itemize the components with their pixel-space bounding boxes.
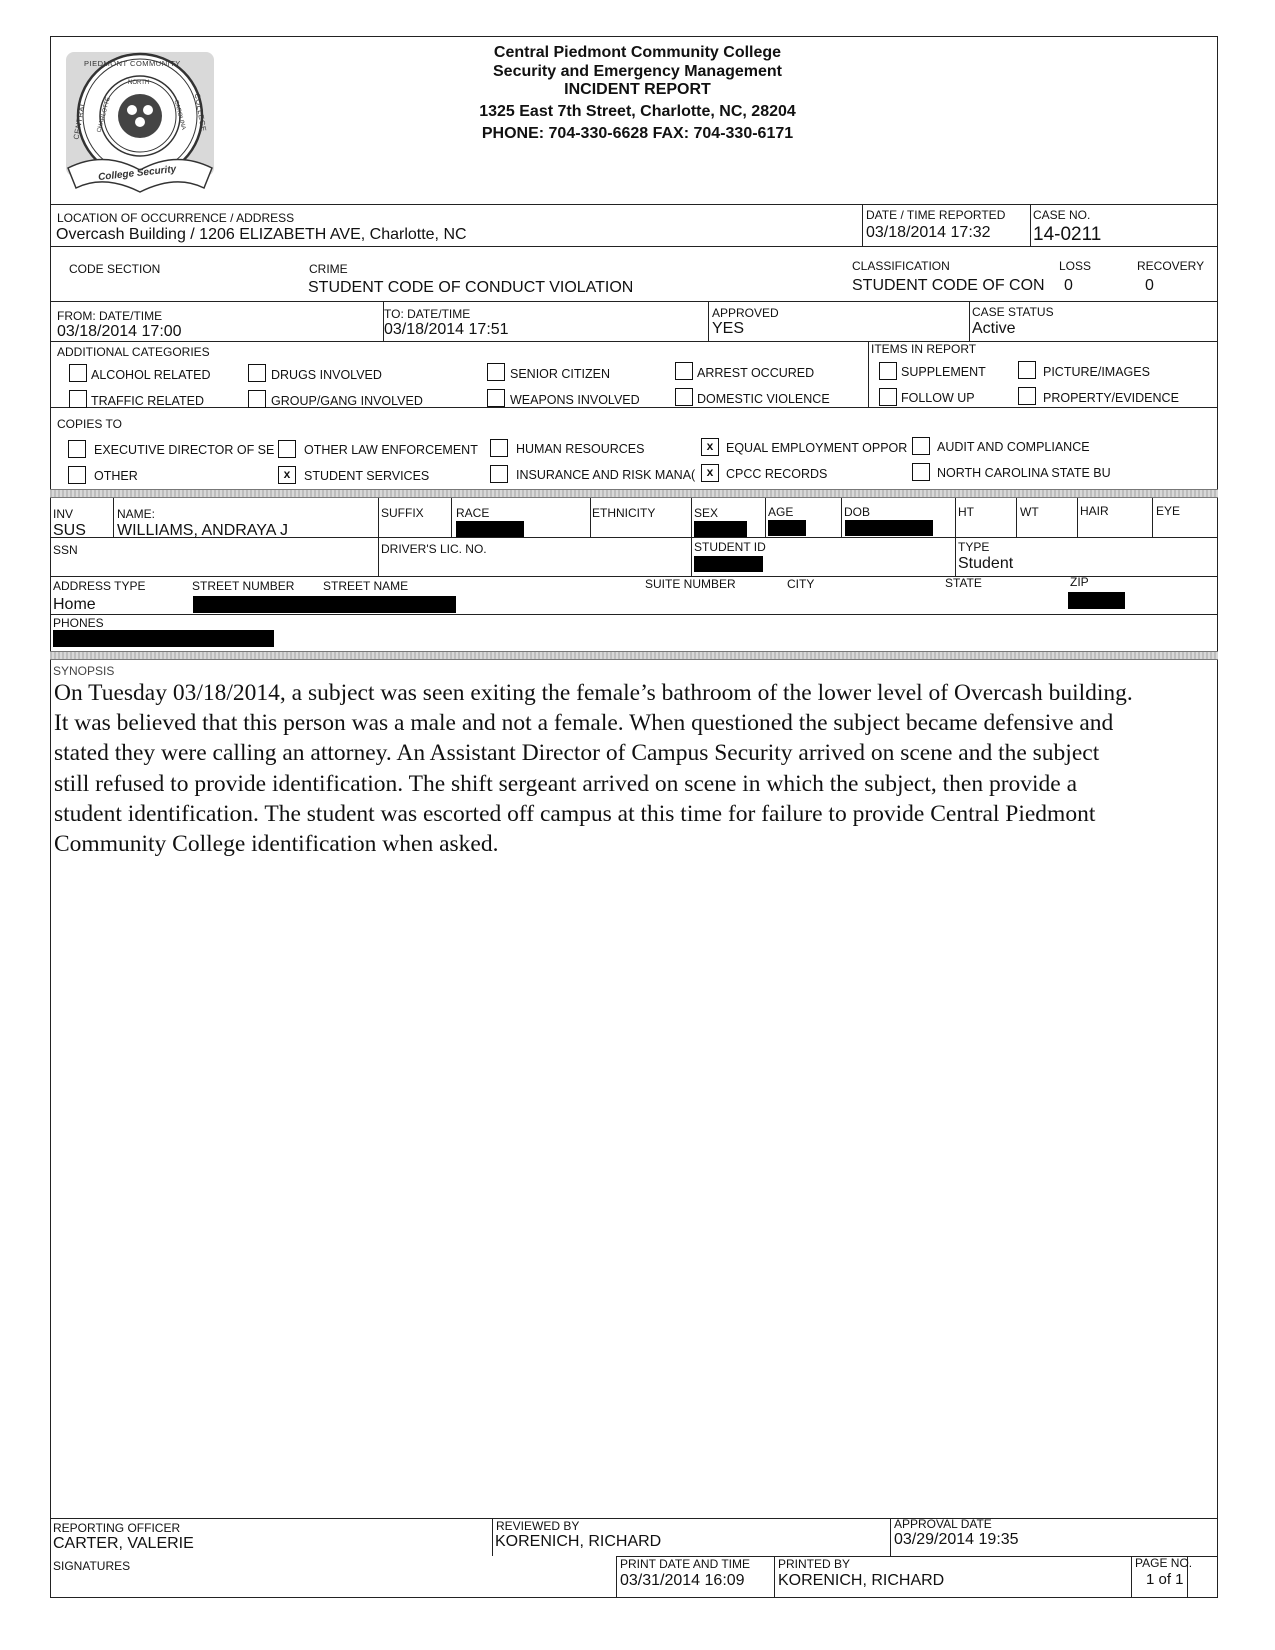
page-no-label: PAGE NO. [1135,1556,1193,1570]
phones-label: PHONES [53,616,104,630]
senior-citizen-label: SENIOR CITIZEN [510,367,611,381]
insurance-risk-checkbox[interactable] [490,465,508,483]
type-label: TYPE [958,540,990,554]
items-in-report-label: ITEMS IN REPORT [871,342,977,356]
inv-value: SUS [53,522,86,539]
print-date-value: 03/31/2014 16:09 [620,1572,745,1589]
city-label: CITY [787,577,815,591]
from-date-value: 03/18/2014 17:00 [57,323,182,340]
seal-banner: College Security [97,163,177,184]
approved-label: APPROVED [712,306,779,320]
traffic-related-label: TRAFFIC RELATED [91,394,204,408]
weapons-involved-checkbox[interactable] [487,389,505,407]
executive-director-label: EXECUTIVE DIRECTOR OF SE [94,443,275,457]
approval-date-label: APPROVAL DATE [894,1517,992,1531]
arrest-occured-label: ARREST OCCURED [697,366,815,380]
student-services-label: STUDENT SERVICES [304,469,430,483]
reporting-officer-value: CARTER, VALERIE [53,1535,194,1552]
case-no-value: 14-0211 [1033,224,1102,245]
ethnicity-label: ETHNICITY [592,506,656,520]
classification-label: CLASSIFICATION [852,259,950,273]
to-date-label: TO: DATE/TIME [384,307,471,321]
age-label: AGE [768,505,794,519]
classification-value: STUDENT CODE OF CON [852,277,1045,294]
date-reported-label: DATE / TIME REPORTED [866,208,1006,222]
crime-value: STUDENT CODE OF CONDUCT VIOLATION [308,279,634,296]
zip-redaction [1068,592,1125,609]
sex-label: SEX [694,506,719,520]
seal-ring-right: COLLEGE [192,92,209,133]
seal-inner-left: CHARLOTTE [96,96,112,134]
section-divider [50,651,1218,660]
eye-label: EYE [1156,504,1181,518]
student-id-label: STUDENT ID [694,540,766,554]
audit-compliance-label: AUDIT AND COMPLIANCE [937,440,1090,454]
street-name-label: STREET NAME [323,579,409,593]
college-address: 1325 East 7th Street, Charlotte, NC, 28204 [479,103,796,120]
hair-label: HAIR [1080,504,1109,518]
human-resources-checkbox[interactable] [490,439,508,457]
height-label: HT [958,505,974,519]
student-id-redaction [694,556,763,572]
property-evidence-checkbox[interactable] [1018,387,1036,405]
race-redaction [456,521,524,537]
seal-ring-top: PIEDMONT COMMUNITY [84,59,181,68]
sex-redaction [694,521,747,537]
date-reported-value: 03/18/2014 17:32 [866,224,991,241]
supplement-checkbox[interactable] [879,362,897,380]
crime-label: CRIME [309,262,348,276]
printed-by-value: KORENICH, RICHARD [778,1572,945,1589]
from-date-label: FROM: DATE/TIME [57,309,163,323]
street-number-label: STREET NUMBER [192,579,295,593]
street-redaction [193,596,456,613]
phones-redaction [53,630,274,647]
alcohol-related-label: ALCOHOL RELATED [91,368,211,382]
section-divider [50,489,1218,498]
address-type-label: ADDRESS TYPE [53,579,146,593]
audit-compliance-checkbox[interactable] [912,437,930,455]
college-phone-fax: PHONE: 704-330-6628 FAX: 704-330-6171 [481,125,794,142]
other-law-enforcement-label: OTHER LAW ENFORCEMENT [304,443,478,457]
reviewed-by-label: REVIEWED BY [496,1519,580,1533]
other-checkbox[interactable] [68,466,86,484]
department-name: Security and Emergency Management [493,63,782,80]
synopsis-text: On Tuesday 03/18/2014, a subject was seen exiting the female’s bathroom of the lower level of Overcash building. It was believed that this person was a male and not a female. When questioned the subject became defensive and stated they were calling an attorney. An Assistant Director of Campus Security arrived on scene and the subject still refused to provide identification. The shift sergeant arrived on scene in which the subject, then provide a student identification. The student was escorted off campus at this time for failure to provide Central Piedmont Community College identification when asked. [54,680,1133,858]
human-resources-label: HUMAN RESOURCES [516,442,645,456]
dob-redaction [845,520,933,536]
report-title: INCIDENT REPORT [564,81,711,98]
property-evidence-label: PROPERTY/EVIDENCE [1043,391,1179,405]
group-gang-involved-label: GROUP/GANG INVOLVED [271,394,423,408]
address-type-value: Home [53,596,96,613]
location-label: LOCATION OF OCCURRENCE / ADDRESS [57,211,295,225]
additional-categories-label: ADDITIONAL CATEGORIES [57,345,210,359]
synopsis-label: SYNOPSIS [53,664,115,678]
reviewed-by-value: KORENICH, RICHARD [495,1533,662,1550]
seal-inner-right: CAROLINA [172,99,187,131]
drugs-involved-checkbox[interactable] [248,364,266,382]
suite-number-label: SUITE NUMBER [645,577,736,591]
suffix-label: SUFFIX [381,506,424,520]
executive-director-checkbox[interactable] [68,440,86,458]
print-date-label: PRINT DATE AND TIME [620,1557,751,1571]
senior-citizen-checkbox[interactable] [487,363,505,381]
type-value: Student [958,555,1014,572]
to-date-value: 03/18/2014 17:51 [384,321,509,338]
name-label: NAME: [117,507,156,521]
drugs-involved-label: DRUGS INVOLVED [271,368,382,382]
printed-by-label: PRINTED BY [778,1557,851,1571]
page-no-value: 1 of 1 [1146,1571,1184,1588]
cpcc-records-label: CPCC RECORDS [726,467,828,481]
location-value: Overcash Building / 1206 ELIZABETH AVE, Charlotte, NC [56,226,467,243]
student-services-checkbox[interactable]: x [278,466,296,484]
ssn-label: SSN [53,543,78,557]
traffic-related-checkbox[interactable] [69,390,87,408]
follow-up-checkbox[interactable] [879,388,897,406]
seal-ring-left: CENTRAL [71,100,88,141]
inv-label: INV [53,507,74,521]
copies-to-label: COPIES TO [57,417,122,431]
nc-state-bureau-label: NORTH CAROLINA STATE BU [937,466,1111,480]
college-name: Central Piedmont Community College [493,44,782,61]
recovery-value: 0 [1145,277,1154,294]
code-section-label: CODE SECTION [69,262,161,276]
race-label: RACE [456,506,490,520]
zip-label: ZIP [1070,575,1089,589]
loss-label: LOSS [1059,259,1092,273]
alcohol-related-checkbox[interactable] [69,364,87,382]
cpcc-records-checkbox[interactable]: x [701,464,719,482]
name-value: WILLIAMS, ANDRAYA J [117,522,289,539]
supplement-label: SUPPLEMENT [901,365,986,379]
picture-images-checkbox[interactable] [1018,361,1036,379]
domestic-violence-checkbox[interactable] [675,388,693,406]
weapons-involved-label: WEAPONS INVOLVED [510,393,640,407]
weight-label: WT [1020,505,1039,519]
domestic-violence-label: DOMESTIC VIOLENCE [697,392,830,406]
equal-employment-label: EQUAL EMPLOYMENT OPPOR [726,441,908,455]
case-no-label: CASE NO. [1033,208,1091,222]
group-gang-involved-checkbox[interactable] [248,390,266,408]
case-status-value: Active [972,320,1016,337]
seal-inner-top: NORTH [128,80,150,86]
state-label: STATE [945,576,982,590]
reporting-officer-label: REPORTING OFFICER [53,1521,181,1535]
signatures-label: SIGNATURES [53,1559,131,1573]
follow-up-label: FOLLOW UP [901,391,975,405]
equal-employment-checkbox[interactable]: x [701,438,719,456]
dob-label: DOB [844,505,871,519]
approval-date-value: 03/29/2014 19:35 [894,1531,1019,1548]
other-label: OTHER [94,469,138,483]
age-redaction [768,520,806,536]
other-law-enforcement-checkbox[interactable] [278,440,296,458]
picture-images-label: PICTURE/IMAGES [1043,365,1150,379]
approved-value: YES [712,320,745,337]
loss-value: 0 [1064,277,1073,294]
recovery-label: RECOVERY [1137,259,1205,273]
arrest-occured-checkbox[interactable] [675,362,693,380]
nc-state-bureau-checkbox[interactable] [912,463,930,481]
insurance-risk-label: INSURANCE AND RISK MANA( [516,468,696,482]
case-status-label: CASE STATUS [972,305,1054,319]
drivers-license-label: DRIVER'S LIC. NO. [381,542,487,556]
